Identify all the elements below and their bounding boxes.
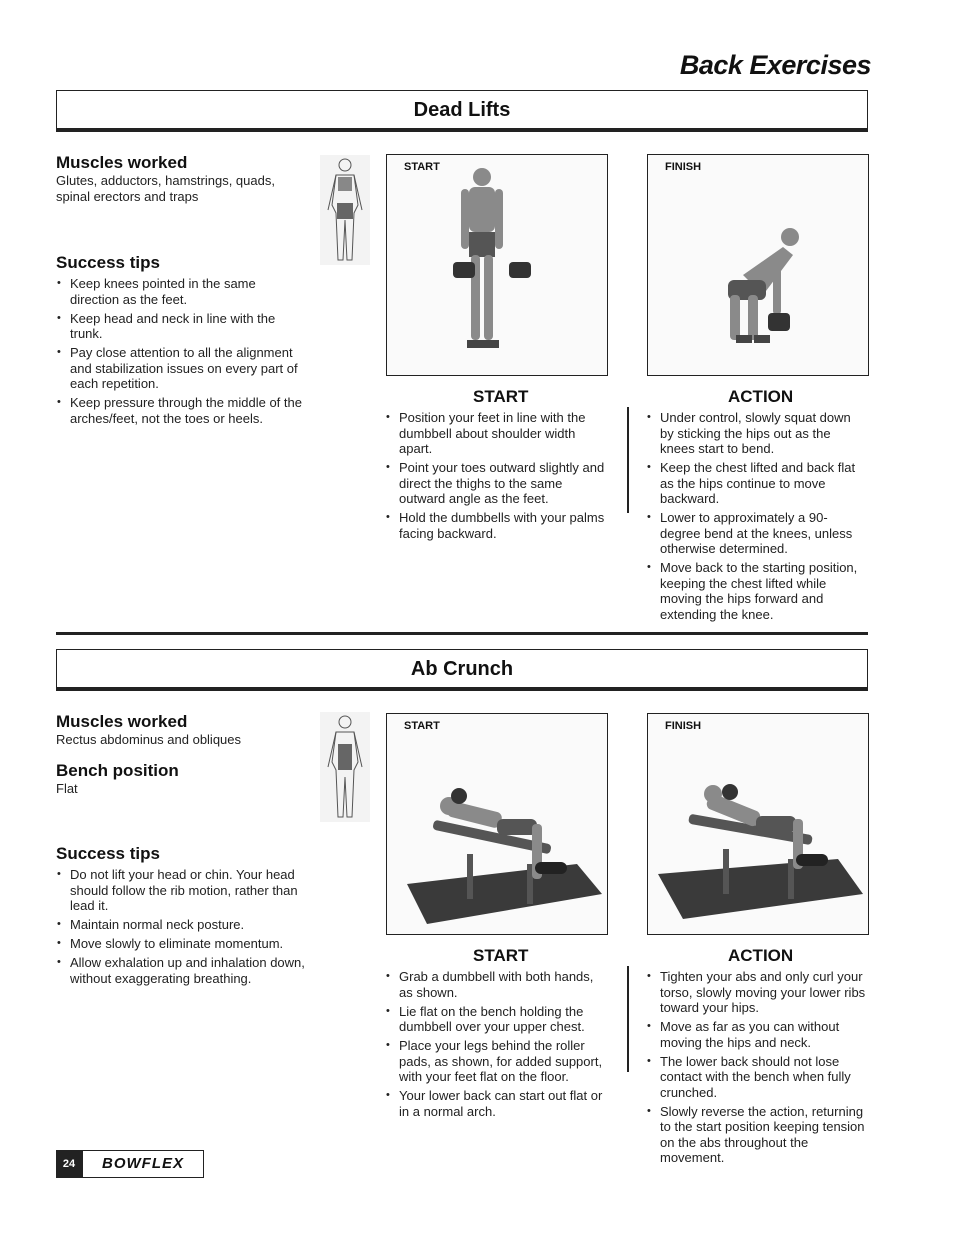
standing-athlete-image	[387, 155, 608, 376]
list-item: • Grab a dumbbell with both hands, as shown.	[385, 969, 607, 1000]
photo-label: FINISH	[665, 720, 702, 732]
action-instructions	[646, 410, 868, 626]
photo-start-ab-crunch	[386, 713, 608, 935]
list-item: • Maintain normal neck posture.	[56, 917, 306, 933]
list-item: • Move back to the starting position, keeping the chest lifted while moving the hips forward and extending the knee.	[646, 560, 868, 622]
action-instructions	[646, 969, 868, 1169]
list-item: • Pay close attention to all the alignment and stabilization issues on every part of each repetition.	[56, 345, 306, 392]
action-heading: ACTION	[728, 946, 794, 965]
list-item: • Your lower back can start out flat or in a normal arch.	[385, 1088, 607, 1119]
list-item: • Slowly reverse the action, returning to the start position keeping tension on the abs throughout the movement.	[646, 1104, 868, 1166]
start-instructions	[385, 410, 607, 545]
bench-text: Flat	[56, 781, 78, 796]
anatomy-figure-back-icon	[320, 155, 370, 265]
photo-start-dead-lift	[386, 154, 608, 376]
squatting-athlete-image	[648, 155, 869, 376]
tips-list	[56, 867, 306, 986]
section-title: Dead Lifts	[413, 99, 511, 121]
muscles-worked-block	[56, 712, 306, 748]
photo-label: START	[404, 720, 440, 732]
list-item: • Position your feet in line with the dumbbell about shoulder width apart.	[385, 410, 607, 457]
muscles-heading: Muscles worked	[56, 712, 188, 731]
photo-finish-dead-lift	[647, 154, 869, 376]
anatomy-figure-front-icon	[320, 712, 370, 822]
muscles-heading: Muscles worked	[56, 153, 188, 172]
column-divider	[627, 966, 629, 1072]
photo-label: FINISH	[665, 161, 702, 173]
section-title: Ab Crunch	[410, 658, 514, 680]
muscles-text: Rectus abdominus and obliques	[56, 732, 242, 747]
section-header-ab-crunch	[56, 649, 868, 691]
photo-label: START	[404, 161, 440, 173]
bench-position-block	[56, 761, 306, 797]
start-instructions	[385, 969, 607, 1123]
success-tips-block	[56, 844, 306, 990]
list-item: • Keep head and neck in line with the trunk.	[56, 311, 306, 342]
list-item: • Under control, slowly squat down by sticking the hips out as the knees start to bend.	[646, 410, 868, 457]
start-heading: START	[473, 387, 529, 406]
list-item: • Point your toes outward slightly and direct the thighs to the same outward angle as the feet.	[385, 460, 607, 507]
list-item: • The lower back should not lose contact with the bench when fully crunched.	[646, 1054, 868, 1101]
action-heading: ACTION	[728, 387, 794, 406]
list-item: • Hold the dumbbells with your palms facing backward.	[385, 510, 607, 541]
list-item: • Keep knees pointed in the same direction as the feet.	[56, 276, 306, 307]
list-item: • Move as far as you can without moving the hips and neck.	[646, 1019, 868, 1050]
muscles-worked-block	[56, 153, 306, 204]
brand-logo: BOWFLEX	[82, 1150, 204, 1178]
bench-heading: Bench position	[56, 761, 179, 780]
start-heading: START	[473, 946, 529, 965]
photo-finish-ab-crunch	[647, 713, 869, 935]
list-item: • Do not lift your head or chin. Your head should follow the rib motion, rather than lead it.	[56, 867, 306, 914]
list-item: • Tighten your abs and only curl your torso, slowly moving your lower ribs toward your hips.	[646, 969, 868, 1016]
tips-list	[56, 276, 306, 426]
list-item: • Move slowly to eliminate momentum.	[56, 936, 306, 952]
tips-heading: Success tips	[56, 844, 160, 863]
list-item: • Allow exhalation up and inhalation down, without exaggerating breathing.	[56, 955, 306, 986]
list-item: • Keep pressure through the middle of the arches/feet, not the toes or heels.	[56, 395, 306, 426]
list-item: • Lower to approximately a 90-degree bend at the knees, unless otherwise determined.	[646, 510, 868, 557]
section-divider	[56, 632, 868, 635]
list-item: • Place your legs behind the roller pads, as shown, for added support, with your feet flat on the floor.	[385, 1038, 607, 1085]
section-header-dead-lifts	[56, 90, 868, 132]
success-tips-block	[56, 253, 306, 430]
bench-crunch-start-image	[387, 714, 608, 935]
list-item: • Lie flat on the bench holding the dumbbell over your upper chest.	[385, 1004, 607, 1035]
bench-crunch-finish-image	[648, 714, 869, 935]
list-item: • Keep the chest lifted and back flat as the hips continue to move backward.	[646, 460, 868, 507]
column-divider	[627, 407, 629, 513]
page-title: Back Exercises	[679, 50, 871, 80]
tips-heading: Success tips	[56, 253, 160, 272]
page-number: 24	[56, 1150, 82, 1178]
muscles-text: Glutes, adductors, hamstrings, quads, spinal erectors and traps	[56, 173, 275, 204]
